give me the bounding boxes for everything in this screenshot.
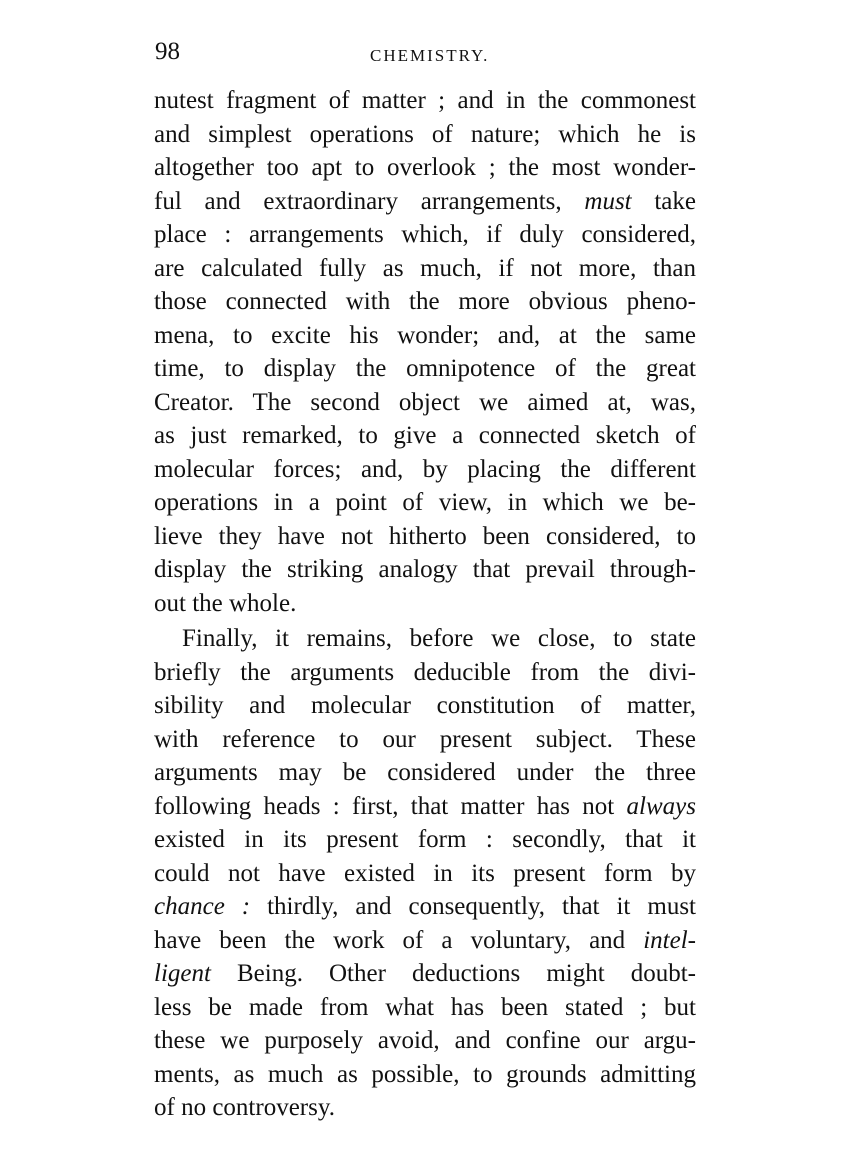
text-line: and simplest operations of nature; which he is [154, 120, 696, 148]
text-line: out the whole. [154, 589, 297, 617]
running-title: CHEMISTRY. [370, 46, 490, 65]
text-line: place : arrangements which, if duly considered, [154, 221, 696, 248]
text-line: lieve they have not hitherto been considered, to [154, 522, 696, 550]
text-line: ligent Being. Other deductions might doubt- [154, 960, 696, 987]
text-line: following heads : first, that matter has not always [154, 792, 696, 820]
text-line: as just remarked, to give a connected sketch of [154, 422, 696, 449]
text-line: of no controversy. [154, 1094, 335, 1121]
running-head [155, 38, 695, 68]
text-line: these we purposely avoid, and confine our argu- [154, 1027, 696, 1054]
text-line: with reference to our present subject. These [154, 725, 696, 753]
text-line: could not have existed in its present form by [154, 859, 696, 887]
text-line: ful and extraordinary arrangements, must take [154, 187, 697, 215]
body-text [154, 84, 696, 1125]
text-line: chance : thirdly, and consequently, that it must [154, 893, 696, 920]
text-line: operations in a point of view, in which we be- [154, 489, 696, 516]
text-line: are calculated fully as much, if not more, than [154, 254, 696, 282]
text-line: mena, to excite his wonder; and, at the same [154, 321, 696, 349]
text-line: nutest fragment of matter ; and in the commonest [154, 87, 696, 114]
text-line: those connected with the more obvious pheno- [154, 288, 696, 315]
text-line: Creator. The second object we aimed at, was, [154, 388, 696, 416]
text-line: time, to display the omnipotence of the great [154, 355, 696, 382]
text-line: arguments may be considered under the three [154, 759, 696, 786]
paragraph-2 [154, 622, 696, 1125]
text-line: briefly the arguments deducible from the divi- [154, 658, 696, 686]
text-line: sibility and molecular constitution of matter, [154, 692, 696, 719]
page-number: 98 [155, 38, 180, 65]
text-line: molecular forces; and, by placing the different [154, 455, 696, 483]
text-line: Finally, it remains, before we close, to state [182, 625, 696, 652]
text-line: altogether too apt to overlook ; the most wonder- [154, 154, 696, 181]
text-line: display the striking analogy that prevail through- [154, 556, 696, 583]
text-line: less be made from what has been stated ; but [154, 993, 696, 1021]
text-line: have been the work of a voluntary, and intel- [154, 926, 696, 954]
paragraph-1 [154, 84, 696, 620]
text-line: ments, as much as possible, to grounds admitting [154, 1060, 696, 1088]
text-line: existed in its present form : secondly, that it [154, 826, 696, 853]
